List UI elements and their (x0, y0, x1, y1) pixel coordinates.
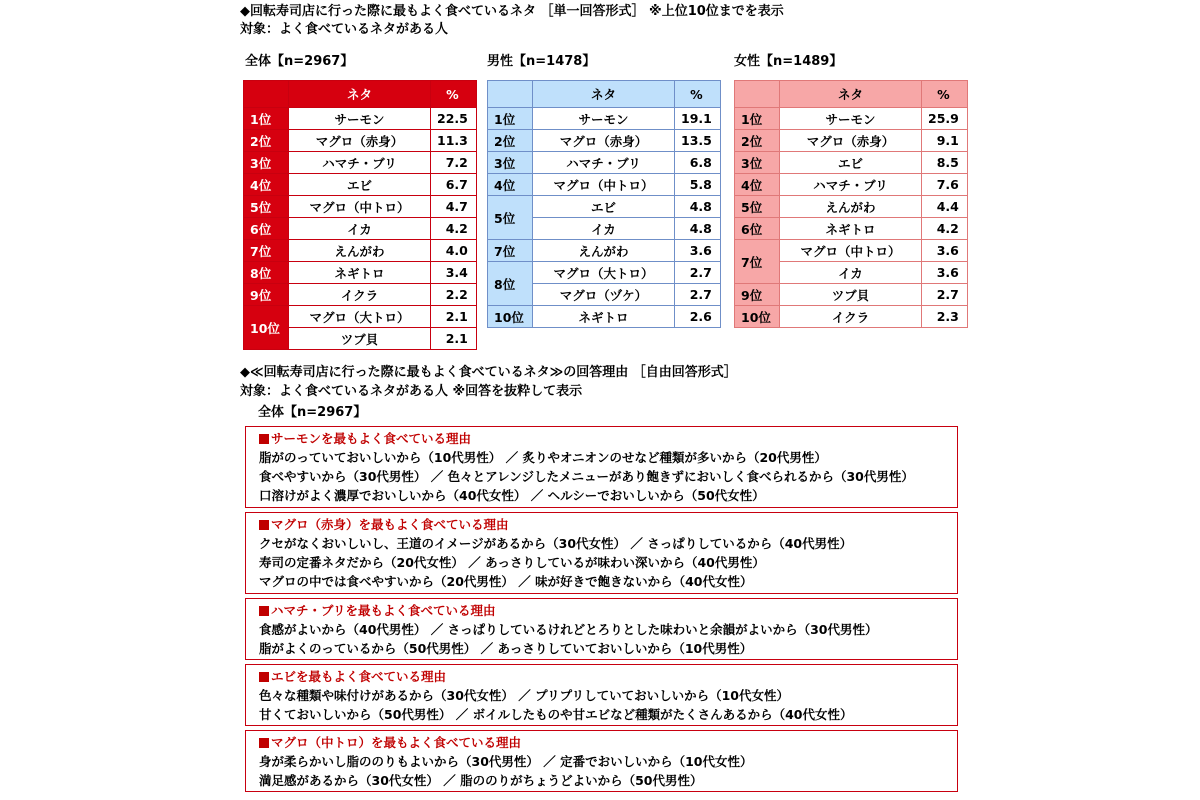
table-row (244, 284, 477, 306)
pct-cell: 4.8 (675, 196, 721, 218)
pct-cell: 11.3 (431, 130, 477, 152)
pct-cell: 6.7 (431, 174, 477, 196)
neta-cell: エビ (533, 196, 675, 218)
neta-cell: マグロ（中トロ） (289, 196, 431, 218)
reason-line: クセがなくおいしいし、王道のイメージがあるから（30代女性） ／ さっぱりしているから（40代男性） (259, 536, 853, 551)
reason-line: 身が柔らかいし脂ののりもよいから（30代男性） ／ 定番でおいしいから（10代女性） (259, 754, 753, 769)
neta-cell: サーモン (289, 108, 431, 130)
header-neta: ネタ (780, 81, 922, 108)
neta-cell: マグロ（赤身） (289, 130, 431, 152)
reason-line: 寿司の定番ネタだから（20代女性） ／ あっさりしているが味わい深いから（40代男性） (259, 555, 765, 570)
reason-line: 色々な種類や味付けがあるから（30代女性） ／ プリプリしていておいしいから（10代女性） (259, 688, 789, 703)
pct-cell: 4.2 (922, 218, 968, 240)
pct-cell: 7.2 (431, 152, 477, 174)
header-pct: % (431, 81, 477, 108)
table-row (244, 306, 477, 328)
table-row (244, 152, 477, 174)
header-neta: ネタ (289, 81, 431, 108)
pct-cell: 13.5 (675, 130, 721, 152)
pct-cell: 3.6 (675, 240, 721, 262)
neta-cell: ハマチ・ブリ (780, 174, 922, 196)
table-row (488, 196, 721, 218)
reason-box-chutoro (245, 730, 958, 792)
table-row (244, 130, 477, 152)
neta-cell: マグロ（中トロ） (780, 240, 922, 262)
red-square-icon (259, 434, 269, 444)
rank-cell: 5位 (488, 196, 533, 240)
rank-cell: 3位 (244, 152, 289, 174)
rank-cell: 5位 (735, 196, 780, 218)
table-row (735, 130, 968, 152)
reason-line: 食感がよいから（40代男性） ／ さっぱりしているけれどとろりとした味わいと余韻がよいから（30代男性） (259, 622, 878, 637)
reason-box-salmon (245, 426, 958, 508)
section2-label: 全体【n=2967】 (258, 405, 367, 420)
pct-cell: 6.8 (675, 152, 721, 174)
header-pct: % (675, 81, 721, 108)
table-row (735, 240, 968, 262)
table-row (735, 108, 968, 130)
red-square-icon (259, 672, 269, 682)
reason-line: 甘くておいしいから（50代男性） ／ ボイルしたものや甘エビなど種類がたくさんあるから（40代女性） (259, 707, 853, 722)
table-row (735, 152, 968, 174)
table-row (244, 174, 477, 196)
reason-line: 脂がのっていておいしいから（10代男性） ／ 炙りやオニオンのせなど種類が多いから（20代男性） (259, 450, 827, 465)
table-row (488, 152, 721, 174)
section1-target: 対象：よく食べているネタがある人 (240, 22, 449, 37)
table-row (488, 262, 721, 284)
pct-cell: 2.2 (431, 284, 477, 306)
rank-cell: 10位 (488, 306, 533, 328)
reason-line: 口溶けがよく濃厚でおいしいから（40代女性） ／ ヘルシーでおいしいから（50代女性） (259, 488, 765, 503)
neta-cell: イカ (780, 262, 922, 284)
ranking-table-female (734, 80, 968, 328)
reason-line: 食べやすいから（30代男性） ／ 色々とアレンジしたメニューがあり飽きずにおいしく食べられるから（30代男性） (259, 469, 914, 484)
pct-cell: 22.5 (431, 108, 477, 130)
rank-cell: 1位 (488, 108, 533, 130)
pct-cell: 4.8 (675, 218, 721, 240)
ranking-table-male (487, 80, 721, 328)
reason-box-ebi (245, 664, 958, 726)
rank-cell: 1位 (735, 108, 780, 130)
neta-cell: マグロ（赤身） (533, 130, 675, 152)
neta-cell: ツブ貝 (780, 284, 922, 306)
neta-cell: マグロ（ヅケ） (533, 284, 675, 306)
neta-cell: エビ (780, 152, 922, 174)
rank-cell: 3位 (488, 152, 533, 174)
pct-cell: 2.7 (675, 262, 721, 284)
rank-cell: 6位 (735, 218, 780, 240)
rank-cell: 10位 (244, 306, 289, 350)
section2-target: 対象：よく食べているネタがある人 ※回答を抜粋して表示 (240, 384, 583, 399)
neta-cell: マグロ（中トロ） (533, 174, 675, 196)
table-row (488, 174, 721, 196)
neta-cell: マグロ（赤身） (780, 130, 922, 152)
rank-cell: 2位 (735, 130, 780, 152)
table-all-label: 全体【n=2967】 (245, 54, 354, 69)
table-row (244, 108, 477, 130)
table-row (735, 218, 968, 240)
neta-cell: イクラ (780, 306, 922, 328)
table-male-label: 男性【n=1478】 (487, 54, 596, 69)
table-row (244, 218, 477, 240)
neta-cell: イカ (289, 218, 431, 240)
reason-title: ハマチ・ブリを最もよく食べている理由 (259, 602, 949, 620)
neta-cell: イクラ (289, 284, 431, 306)
pct-cell: 3.6 (922, 240, 968, 262)
reason-line: 満足感があるから（30代女性） ／ 脂ののりがちょうどよいから（50代男性） (259, 773, 703, 788)
pct-cell: 8.5 (922, 152, 968, 174)
neta-cell: えんがわ (533, 240, 675, 262)
rank-cell: 3位 (735, 152, 780, 174)
header-rank (488, 81, 533, 108)
header-rank (735, 81, 780, 108)
rank-cell: 1位 (244, 108, 289, 130)
neta-cell: えんがわ (780, 196, 922, 218)
table-row (244, 262, 477, 284)
section1-title: ◆回転寿司店に行った際に最もよく食べているネタ ［単一回答形式］ ※上位10位までを表示 (240, 4, 784, 19)
pct-cell: 4.0 (431, 240, 477, 262)
rank-cell: 9位 (735, 284, 780, 306)
table-row (244, 240, 477, 262)
rank-cell: 8位 (244, 262, 289, 284)
header-pct: % (922, 81, 968, 108)
pct-cell: 25.9 (922, 108, 968, 130)
rank-cell: 8位 (488, 262, 533, 306)
ranking-table-all (243, 80, 477, 350)
table-row (244, 196, 477, 218)
red-square-icon (259, 606, 269, 616)
section2-title: ◆≪回転寿司店に行った際に最もよく食べているネタ≫の回答理由 ［自由回答形式］ (240, 365, 737, 380)
red-square-icon (259, 520, 269, 530)
table-row (735, 284, 968, 306)
pct-cell: 5.8 (675, 174, 721, 196)
red-square-icon (259, 738, 269, 748)
header-rank (244, 81, 289, 108)
rank-cell: 7位 (244, 240, 289, 262)
neta-cell: マグロ（大トロ） (289, 306, 431, 328)
pct-cell: 4.4 (922, 196, 968, 218)
table-row (488, 306, 721, 328)
pct-cell: 2.1 (431, 328, 477, 350)
reason-box-maguro-akami (245, 512, 958, 594)
neta-cell: ハマチ・ブリ (289, 152, 431, 174)
pct-cell: 2.7 (922, 284, 968, 306)
neta-cell: イカ (533, 218, 675, 240)
reason-title: エビを最もよく食べている理由 (259, 668, 949, 686)
pct-cell: 3.4 (431, 262, 477, 284)
rank-cell: 7位 (735, 240, 780, 284)
rank-cell: 2位 (244, 130, 289, 152)
neta-cell: エビ (289, 174, 431, 196)
rank-cell: 10位 (735, 306, 780, 328)
pct-cell: 9.1 (922, 130, 968, 152)
neta-cell: ハマチ・ブリ (533, 152, 675, 174)
neta-cell: えんがわ (289, 240, 431, 262)
neta-cell: ツブ貝 (289, 328, 431, 350)
rank-cell: 9位 (244, 284, 289, 306)
neta-cell: サーモン (533, 108, 675, 130)
pct-cell: 19.1 (675, 108, 721, 130)
pct-cell: 7.6 (922, 174, 968, 196)
table-row (488, 240, 721, 262)
table-row (735, 174, 968, 196)
reason-title: サーモンを最もよく食べている理由 (259, 430, 949, 448)
header-neta: ネタ (533, 81, 675, 108)
rank-cell: 4位 (244, 174, 289, 196)
rank-cell: 2位 (488, 130, 533, 152)
rank-cell: 6位 (244, 218, 289, 240)
pct-cell: 2.7 (675, 284, 721, 306)
neta-cell: ネギトロ (780, 218, 922, 240)
reason-line: マグロの中では食べやすいから（20代男性） ／ 味が好きで飽きないから（40代女性） (259, 574, 753, 589)
pct-cell: 3.6 (922, 262, 968, 284)
pct-cell: 2.1 (431, 306, 477, 328)
pct-cell: 4.2 (431, 218, 477, 240)
table-row (488, 108, 721, 130)
reason-line: 脂がよくのっているから（50代男性） ／ あっさりしていておいしいから（10代男性） (259, 641, 753, 656)
reason-title: マグロ（中トロ）を最もよく食べている理由 (259, 734, 949, 752)
rank-cell: 4位 (735, 174, 780, 196)
table-row (488, 130, 721, 152)
neta-cell: ネギトロ (533, 306, 675, 328)
neta-cell: マグロ（大トロ） (533, 262, 675, 284)
table-female-label: 女性【n=1489】 (734, 54, 843, 69)
rank-cell: 4位 (488, 174, 533, 196)
neta-cell: サーモン (780, 108, 922, 130)
pct-cell: 2.3 (922, 306, 968, 328)
pct-cell: 4.7 (431, 196, 477, 218)
pct-cell: 2.6 (675, 306, 721, 328)
neta-cell: ネギトロ (289, 262, 431, 284)
table-row (735, 196, 968, 218)
table-row (735, 306, 968, 328)
rank-cell: 7位 (488, 240, 533, 262)
reason-title: マグロ（赤身）を最もよく食べている理由 (259, 516, 949, 534)
reason-box-hamachi (245, 598, 958, 660)
rank-cell: 5位 (244, 196, 289, 218)
